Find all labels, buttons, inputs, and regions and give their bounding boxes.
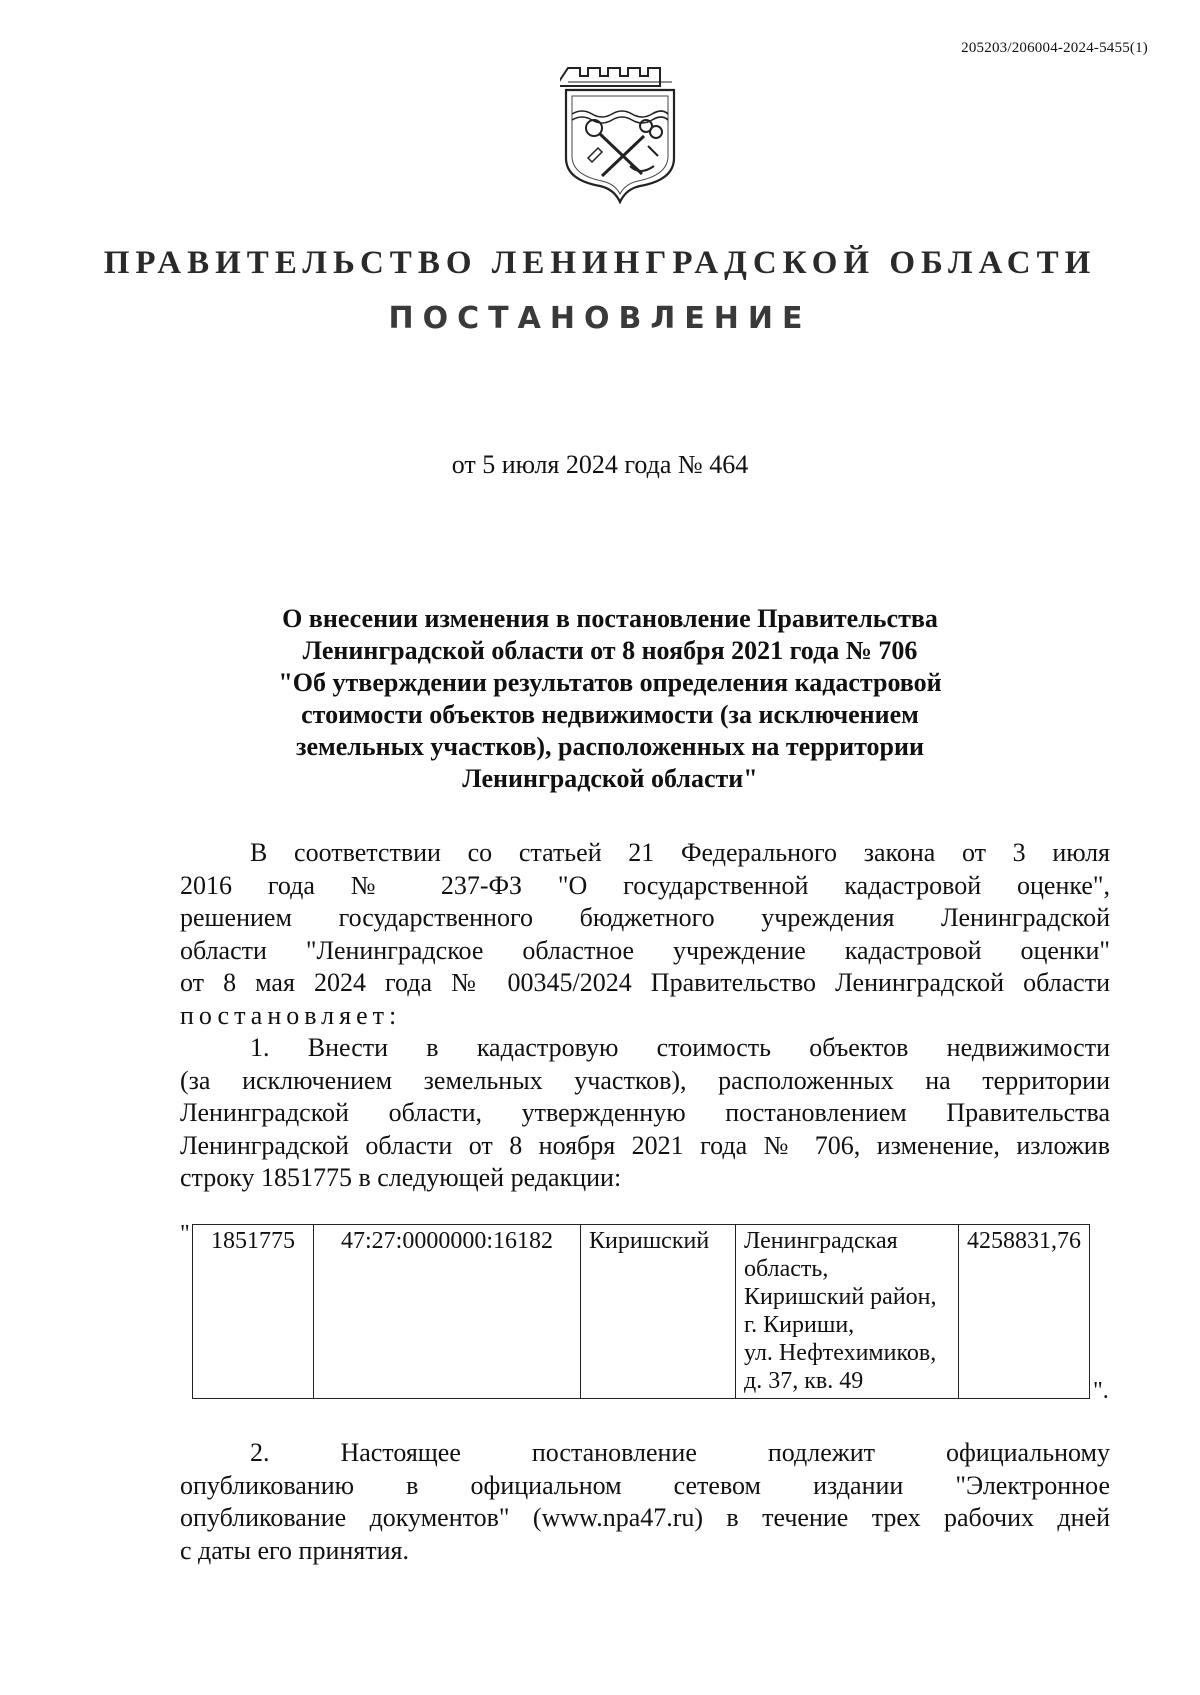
cadastral-value-cell: 4258831,76 — [959, 1225, 1090, 1399]
address-line: Киришский район, — [744, 1284, 937, 1310]
subject-line: Ленинградской области от 8 ноября 2021 года № 706 — [302, 636, 918, 665]
item-1-line: Ленинградской области, утвержденную постановлением Правительства — [180, 1098, 1110, 1127]
item-1-line: строку 1851775 в следующей редакции: — [180, 1163, 622, 1192]
item-2-line: с даты его принятия. — [180, 1535, 409, 1565]
government-title: ПРАВИТЕЛЬСТВО ЛЕНИНГРАДСКОЙ ОБЛАСТИ — [103, 245, 1097, 281]
address-line: г. Кириши, — [744, 1312, 855, 1338]
preamble-and-item-1 — [180, 837, 1110, 1195]
item-1-line: Ленинградской области от 8 ноября 2021 года № 706, изменение, изложив — [180, 1130, 1110, 1160]
preamble-line: от 8 мая 2024 года № 00345/2024 Правительство Ленинградской области — [180, 968, 1110, 997]
document-type: ПОСТАНОВЛЕНИЕ — [388, 301, 812, 336]
address-line: д. 37, кв. 49 — [744, 1368, 864, 1394]
item-1-line: (за исключением земельных участков), расположенных на территории — [180, 1065, 1110, 1095]
table-open-quote: " — [180, 1221, 190, 1247]
cadastral-number-cell: 47:27:0000000:16182 — [314, 1225, 581, 1399]
table-close-quote: ". — [1093, 1378, 1109, 1404]
address-cell — [736, 1225, 959, 1399]
item-2-line: 2. Настоящее постановление подлежит официальному — [250, 1438, 1110, 1467]
address-line: Ленинградская — [744, 1228, 898, 1254]
item-1-line: 1. Внести в кадастровую стоимость объектов недвижимости — [250, 1033, 1110, 1062]
item-2 — [180, 1437, 1110, 1567]
leningrad-oblast-coat-of-arms-icon — [560, 62, 680, 204]
preamble-line: 2016 года № 237-ФЗ "О государственной кадастровой оценке", — [180, 870, 1110, 900]
preamble-line: области "Ленинградское областное учреждение кадастровой оценки" — [180, 935, 1110, 965]
amended-row-table — [192, 1224, 1090, 1399]
document-subject — [180, 603, 1040, 795]
address-line: ул. Нефтехимиков, — [744, 1340, 937, 1366]
subject-line: стоимости объектов недвижимости (за исключением — [301, 700, 919, 729]
address-line: область, — [744, 1256, 829, 1282]
table-row — [193, 1225, 1090, 1399]
preamble-line: решением государственного бюджетного учреждения Ленинградской — [180, 903, 1110, 932]
subject-line: "Об утверждении результатов определения кадастровой — [278, 668, 942, 697]
district-cell: Киришский — [581, 1225, 736, 1399]
item-2-line: опубликованию в официальном сетевом издании "Электронное — [180, 1470, 1110, 1500]
preamble-line: В соответствии со статьей 21 Федерального закона от 3 июля — [250, 838, 1110, 867]
registration-number: 205203/206004-2024-5455(1) — [961, 40, 1148, 56]
item-2-line: опубликование документов" (www.npa47.ru) в течение трех рабочих дней — [180, 1503, 1110, 1532]
subject-line: О внесении изменения в постановление Правительства — [282, 604, 938, 633]
row-number-cell: 1851775 — [193, 1225, 314, 1399]
document-date-number: от 5 июля 2024 года № 464 — [451, 450, 749, 479]
subject-line: Ленинградской области" — [462, 764, 758, 793]
preamble-line: постановляет: — [180, 1000, 402, 1030]
subject-line: земельных участков), расположенных на территории — [296, 732, 924, 761]
